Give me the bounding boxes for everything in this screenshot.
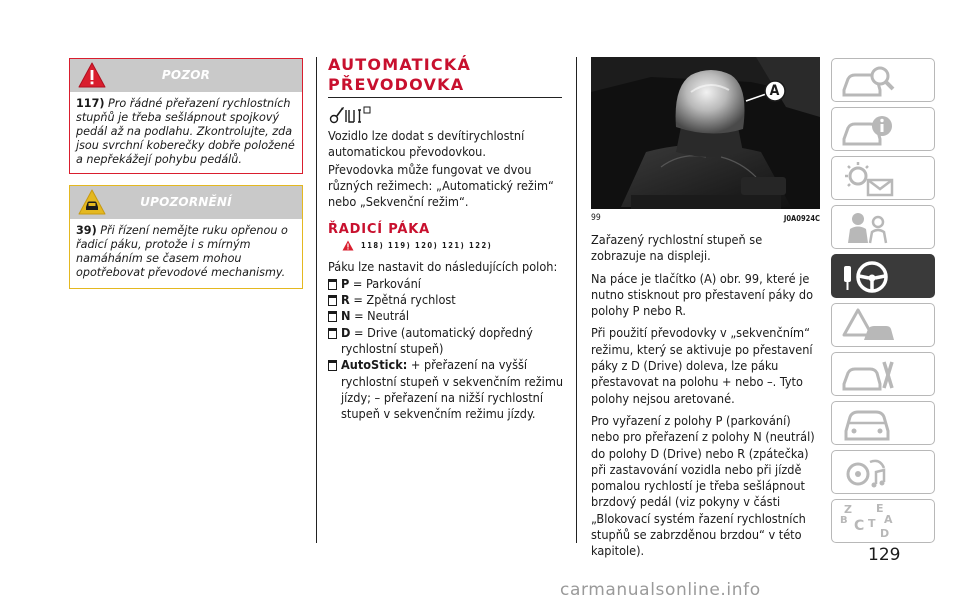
position-text: = Parkování [352,275,421,291]
sidebar-tab-multimedia[interactable] [831,450,935,494]
key-steering-wheel-icon [840,258,896,296]
info-icon [840,111,896,149]
warning-ref-number: 117) [76,97,105,110]
notice-box-header [70,186,302,219]
lights-mail-icon [840,160,896,198]
warning-text: Pro řádné přeřazení rychlostních stupňů je třeba sešlápnout spojkový pedál až na podlahu. Zkontrolujte, zda jsou svrchní koberečky dobře položené a nepřekážejí pohybu pedálů. [76,97,295,166]
warning-box [69,58,303,174]
position-text: = Neutrál [354,308,410,324]
gear-lever-photo [591,57,820,209]
car-tools-icon [840,356,896,394]
bullet-icon [328,328,337,339]
watermark: carmanualsonline.info [560,580,761,600]
index-letter: C [854,518,865,534]
sidebar-tab-warning[interactable] [831,303,935,347]
position-key: R [341,292,350,308]
position-key: N [341,308,351,324]
bullet-icon [328,279,337,290]
index-letter: E [876,502,884,515]
warning-road-icon [840,307,896,345]
bullet-icon [328,360,337,371]
list-item [328,292,564,308]
warning-references: 118) 119) 120) 121) 122) [361,241,493,251]
position-text: = Zpětná rychlost [353,292,456,308]
list-item-content [341,325,564,358]
position-text: = Drive (automatický dopředný rychlostní stupeň) [341,324,533,356]
list-item-content [341,357,564,422]
intro-paragraph-2: Převodovka může fungovat ve dvou různých režimech: „Automatický režim“ nebo „Sekvenční režim“. [328,161,554,210]
column-divider [316,57,317,543]
section-heading-line1: AUTOMATICKÁ [328,55,472,74]
index-letter: B [840,515,848,526]
right-column-text [591,232,819,560]
index-letter: T [868,517,876,530]
list-item [328,308,564,324]
list-item [328,276,564,292]
heading-rule [328,97,562,98]
notice-box [69,185,303,289]
bullet-icon [328,311,337,322]
position-key: P [341,275,350,291]
section-heading [328,55,564,95]
chapter-sidebar [831,58,935,548]
position-text: + přeřazení na vyšší rychlostní stupeň v sekvenčním režimu jízdy; – přeřazení na nižší rychlostní stupeň v sekvenčním režimu jízdy. [341,357,564,422]
paragraph: Zařazený rychlostní stupeň se zobrazuje na displeji. [591,232,763,264]
paragraph: Pro vyřazení z polohy P (parkování) nebo pro přeřazení z polohy N (neutrál) do polohy D (Drive) nebo R (zpátečka) při zastavování vozidla nebo při jízdě pomalou rychlostí je třeba sešlápnout brzdový pedál (viz pokyny v části „Blokovací systém řazení rychlostních stupňů se zabrzděnou brzdou“ v této kapitole). [591,412,815,559]
sidebar-tab-maintenance[interactable] [831,352,935,396]
figure-code: J0A0924C [783,214,820,223]
position-key: D [341,324,351,340]
notice-text: Při řízení nemějte ruku opřenou o řadicí páku, protože i s mírným namáháním se časem mohou opotřebovat převodové mechanismy. [76,224,288,279]
subsection-heading: ŘADICÍ PÁKA [328,222,430,238]
list-item-content [341,308,409,324]
sidebar-tab-info[interactable] [831,107,935,151]
alphabet-index-icon [840,503,896,541]
gear-lever-illustration [591,57,820,209]
lever-intro: Páku lze nastavit do následujících poloh: [328,259,558,275]
car-front-icon [840,405,896,443]
sidebar-tab-driving[interactable] [831,254,935,298]
figure-callout: A [769,83,780,99]
list-item-content [341,292,456,308]
index-letter: Z [844,503,852,516]
sidebar-tab-car-search[interactable] [831,58,935,102]
figure-number: 99 [591,213,601,223]
position-key: AutoStick: [341,357,408,373]
sidebar-tab-index[interactable] [831,499,935,543]
main-section [328,55,564,422]
position-list [328,276,564,423]
paragraph: Při použití převodovky v „sekvenčním“ režimu, který se aktivuje po přestavení páky z D (Drive) doleva, lze páku přestavovat na polohu + nebo –. Tyto polohy nejsou aretované. [591,325,813,406]
car-search-icon [840,62,896,100]
sidebar-tab-lights[interactable] [831,156,935,200]
bullet-icon [328,295,337,306]
warning-box-header [70,59,302,92]
sidebar-tab-people[interactable] [831,205,935,249]
reference-row [342,240,564,251]
notice-box-text [70,219,302,286]
multimedia-icon [840,454,896,492]
page-number: 129 [868,545,901,565]
warning-box-title: POZOR [161,68,211,82]
intro-paragraph-1: Vozidlo lze dodat s devítirychlostní automatickou převodovkou. [328,128,525,160]
notice-ref-number: 39) [76,224,97,237]
people-icon [840,209,896,247]
sidebar-tab-specs[interactable] [831,401,935,445]
list-item-content [341,276,421,292]
index-letter: A [884,513,893,526]
warning-box-text [70,92,302,173]
transmission-icon [328,105,372,125]
section-heading-line2: PŘEVODOVKA [328,75,465,94]
column-divider [576,57,577,543]
paragraph: Na páce je tlačítko (A) obr. 99, které je nutno stisknout pro přestavení páky do polohy P nebo R. [591,270,814,319]
list-item [328,357,564,422]
list-item [328,325,564,358]
index-letter: D [880,527,890,540]
notice-box-title: UPOZORNĚNÍ [140,195,232,209]
warning-triangle-icon [342,240,354,251]
